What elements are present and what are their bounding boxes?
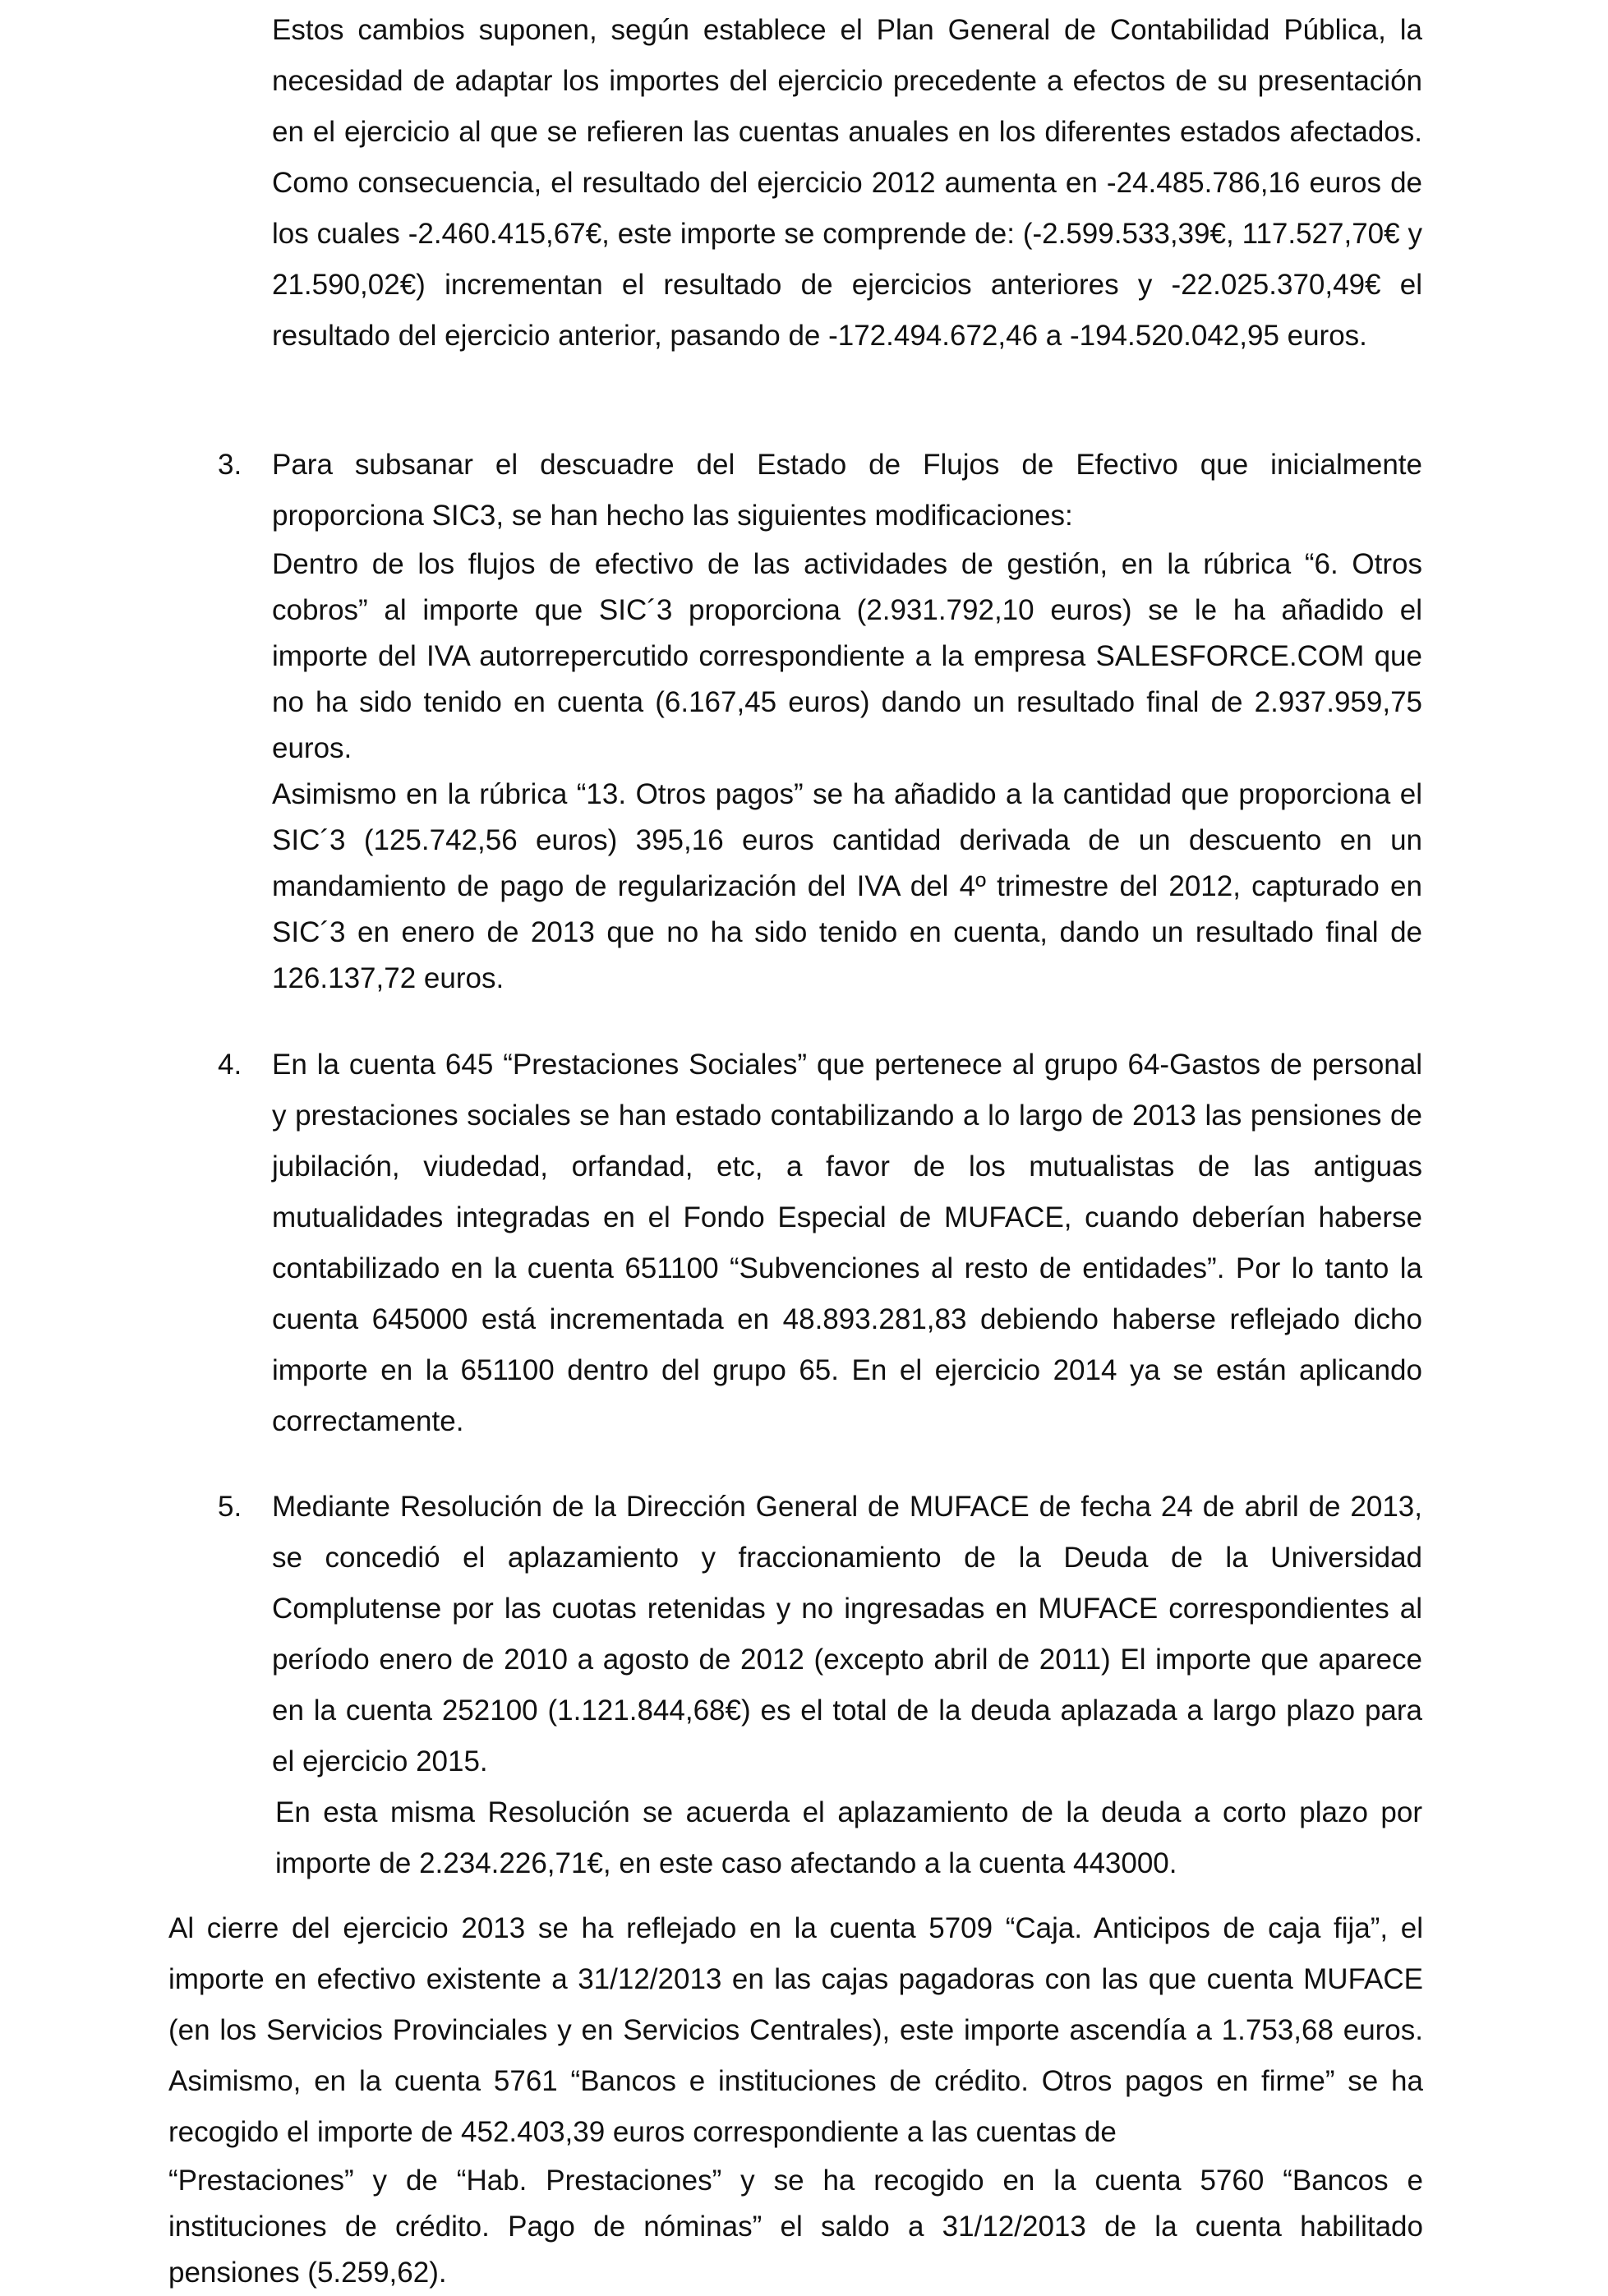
list-item-4: [218, 1040, 1422, 1447]
list-item-number: 3.: [218, 449, 242, 481]
list-item-number: 5.: [218, 1491, 242, 1523]
intro-text: Estos cambios suponen, según establece el Plan General de Contabilidad Pública, la necesidad de adaptar los importes del ejercicio precedente a efectos de su presentación en el ejercicio al que se refieren las cuentas anuales en los diferentes estados afectados. Como consecuencia, el resultado del ejercicio 2012 aumenta en -24.485.786,16 euros de los cuales -2.460.415,67€, este importe se comprende de: (-2.599.533,39€, 117.527,70€ y 21.590,02€) incrementan el resultado de ejercicios anteriores y -22.025.370,49€ el resultado del ejercicio anterior, pasando de -172.494.672,46 a -194.520.042,95 euros.: [272, 14, 1422, 352]
closing-paragraph: [168, 1903, 1423, 2296]
list-item-paragraph: Asimismo en la rúbrica “13. Otros pagos” se ha añadido a la cantidad que proporciona el SIC´3 (125.742,56 euros) 395,16 euros cantidad derivada de un descuento en un mandamiento de pago de regularización del IVA del 4º trimestre del 2012, capturado en SIC´3 en enero de 2013 que no ha sido tenido en cuenta, dando un resultado final de 126.137,72 euros.: [272, 778, 1422, 994]
closing-text-part2: “Prestaciones” y de “Hab. Prestaciones” y se ha recogido en la cuenta 5760 “Bancos e instituciones de crédito. Pago de nóminas” el saldo a 31/12/2013 de la cuenta habilitado pensiones (5.259,62).: [168, 2165, 1423, 2289]
list-item-paragraph: Dentro de los flujos de efectivo de las actividades de gestión, en la rúbrica “6. Otros cobros” al importe que SIC´3 proporciona (2.931.792,10 euros) se le ha añadido el importe del IVA autorrepercutido correspondiente a la empresa SALESFORCE.COM que no ha sido tenido en cuenta (6.167,45 euros) dando un resultado final de 2.937.959,75 euros.: [272, 548, 1422, 764]
list-item-5: [218, 1482, 1422, 1889]
list-item-3: [218, 440, 1422, 1002]
list-item-continuation: En esta misma Resolución se acuerda el aplazamiento de la deuda a corto plazo por importe de 2.234.226,71€, en este caso afectando a la cuenta 443000.: [275, 1796, 1422, 1879]
list-item-number: 4.: [218, 1049, 242, 1081]
list-item-text: En la cuenta 645 “Prestaciones Sociales” que pertenece al grupo 64-Gastos de personal y prestaciones sociales se han estado contabilizando a lo largo de 2013 las pensiones de jubilación, viudedad, orfandad, etc, a favor de los mutualistas de las antiguas mutualidades integradas en el Fondo Especial de MUFACE, cuando deberían haberse contabilizado en la cuenta 651100 “Subvenciones al resto de entidades”. Por lo tanto la cuenta 645000 está incrementada en 48.893.281,83 debiendo haberse reflejado dicho importe en la 651100 dentro del grupo 65. En el ejercicio 2014 ya se están aplicando correctamente.: [272, 1049, 1422, 1437]
list-item-lead: Para subsanar el descuadre del Estado de Flujos de Efectivo que inicialmente proporciona SIC3, se han hecho las siguientes modificaciones:: [272, 449, 1422, 532]
intro-paragraph: [272, 5, 1422, 362]
closing-text-part1: Al cierre del ejercicio 2013 se ha reflejado en la cuenta 5709 “Caja. Anticipos de caja fija”, el importe en efectivo existente a 31/12/2013 en las cajas pagadoras con las que cuenta MUFACE (en los Servicios Provinciales y en Servicios Centrales), este importe ascendía a 1.753,68 euros. Asimismo, en la cuenta 5761 “Bancos e instituciones de crédito. Otros pagos en firme” se ha recogido el importe de 452.403,39 euros correspondiente a las cuentas de: [168, 1912, 1423, 2148]
list-item-text: Mediante Resolución de la Dirección General de MUFACE de fecha 24 de abril de 2013, se concedió el aplazamiento y fraccionamiento de la Deuda de la Universidad Complutense por las cuotas retenidas y no ingresadas en MUFACE correspondientes al período enero de 2010 a agosto de 2012 (excepto abril de 2011) El importe que aparece en la cuenta 252100 (1.121.844,68€) es el total de la deuda aplazada a largo plazo para el ejercicio 2015.: [272, 1491, 1422, 1777]
